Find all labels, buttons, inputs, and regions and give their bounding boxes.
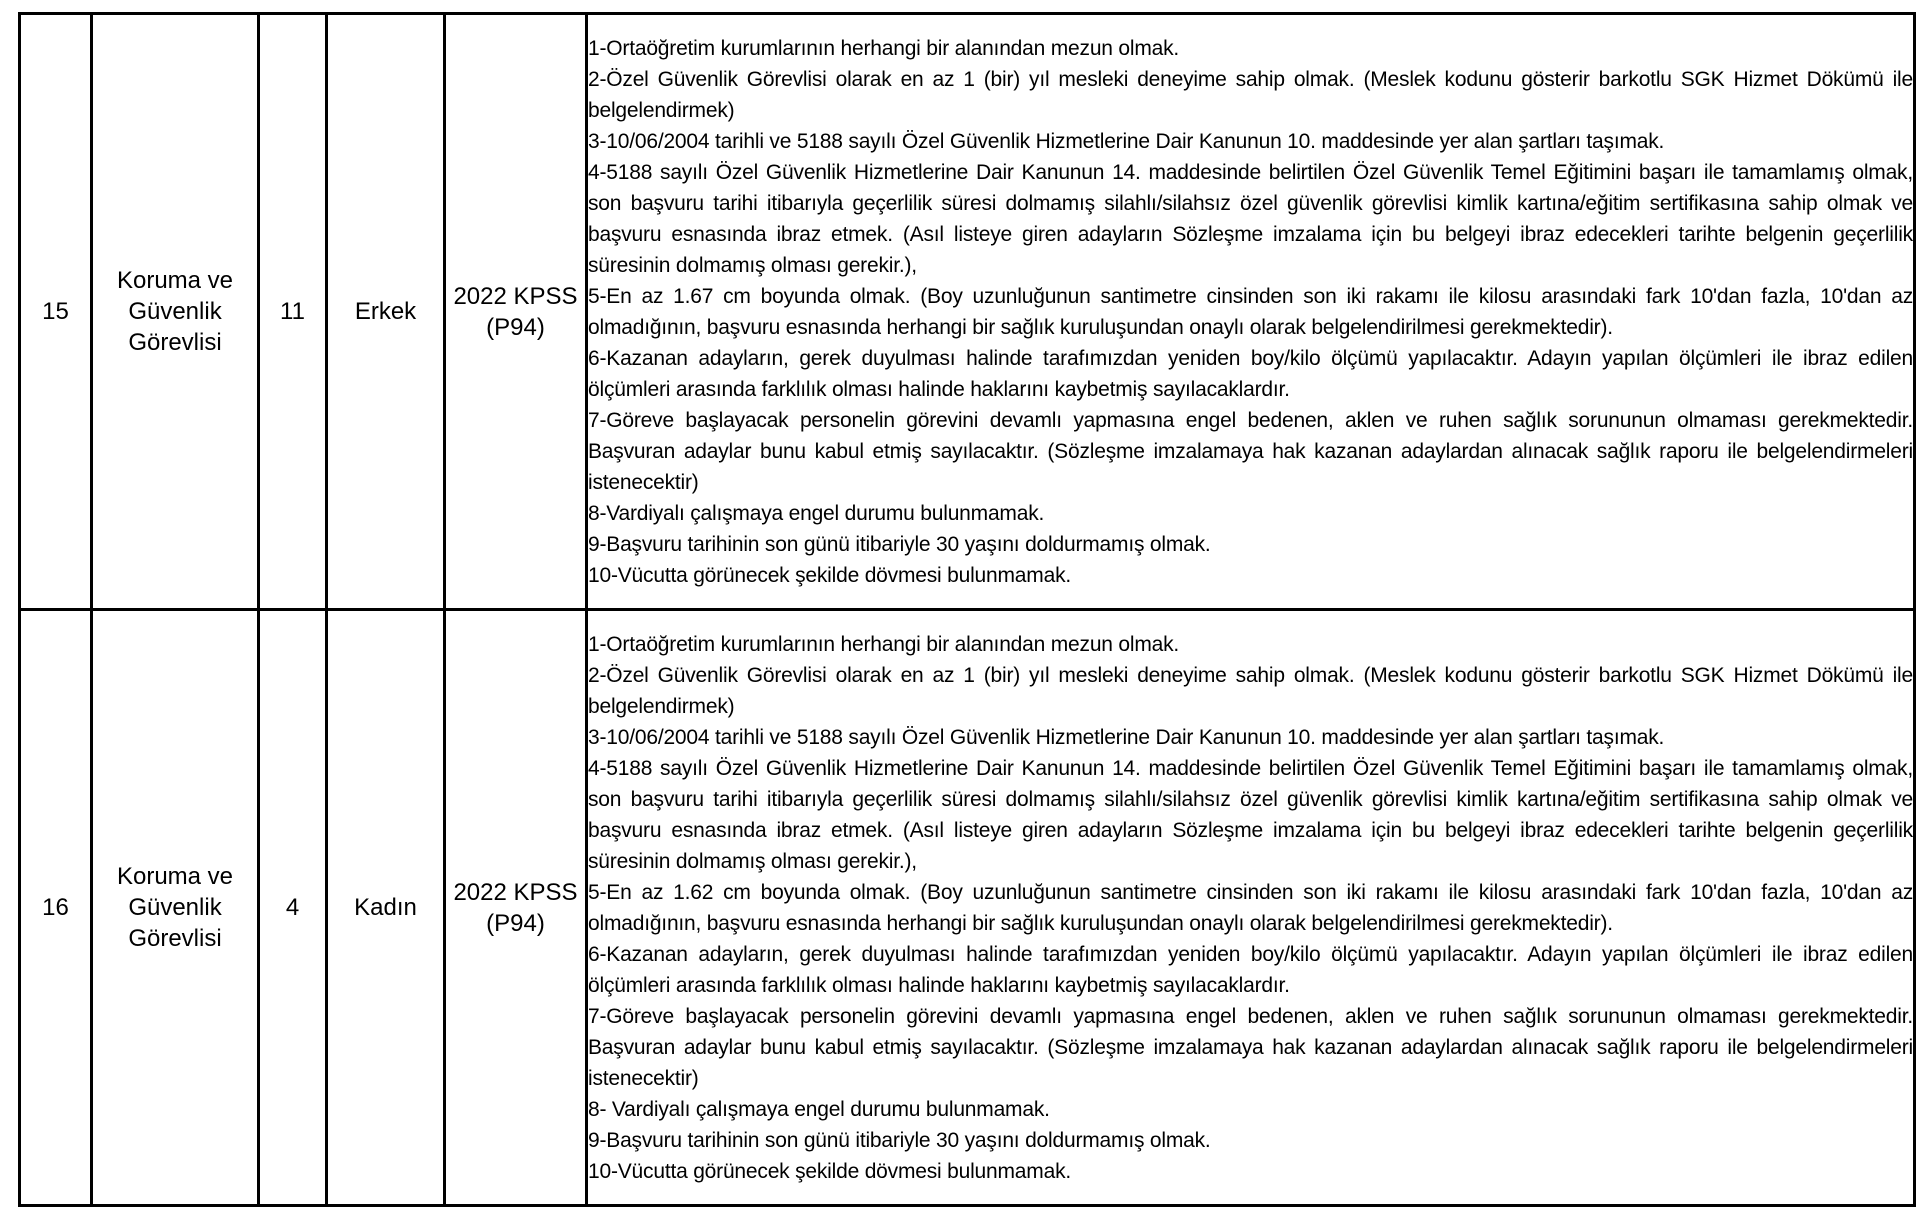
requirement-item: 3-10/06/2004 tarihli ve 5188 sayılı Özel Güvenlik Hizmetlerine Dair Kanunun 10. maddesinde yer alan şartları taşımak.: [588, 725, 1665, 749]
exam-cell: [445, 610, 587, 1206]
gender-value: Erkek: [354, 298, 417, 325]
requirement-item: 4-5188 sayılı Özel Güvenlik Hizmetlerine Dair Kanunun 14. maddesinde belirtilen Özel Güvenlik Temel Eğitimini başarı ile tamamlamış olmak, son başvuru tarihi itibarıyla geçerlilik süresi dolmamış silahlı/silahsız özel güvenlik görevlisi kimlik kartına/eğitim sertifikasına sahip olmak ve başvuru esnasında ibraz etmek. (Asıl listeye giren adayların Sözleşme imzalama için bu belgeyi ibraz edecekleri tarihte belgenin geçerlilik süresinin dolmamış olması gerekir.),: [588, 160, 1913, 277]
requirement-item: 8-Vardiyalı çalışmaya engel durumu bulunmamak.: [588, 501, 1045, 525]
quota-value: 4: [285, 894, 300, 921]
gender-cell: [327, 14, 445, 610]
requirement-item: 1-Ortaöğretim kurumlarının herhangi bir alanından mezun olmak.: [588, 632, 1180, 656]
requirement-item: 9-Başvuru tarihinin son günü itibariyle 30 yaşını doldurmamış olmak.: [588, 1128, 1211, 1152]
requirement-item: 4-5188 sayılı Özel Güvenlik Hizmetlerine Dair Kanunun 14. maddesinde belirtilen Özel Güvenlik Temel Eğitimini başarı ile tamamlamış olmak, son başvuru tarihi itibarıyla geçerlilik süresi dolmamış silahlı/silahsız özel güvenlik görevlisi kimlik kartına/eğitim sertifikasına sahip olmak ve başvuru esnasında ibraz etmek. (Asıl listeye giren adayların Sözleşme imzalama için bu belgeyi ibraz edecekleri tarihte belgenin geçerlilik süresinin dolmamış olması gerekir.),: [588, 756, 1913, 873]
position-title: Koruma ve Güvenlik Görevlisi: [116, 267, 234, 356]
requirements-cell: [587, 610, 1915, 1206]
row-number: 15: [42, 298, 69, 325]
requirement-item: 5-En az 1.62 cm boyunda olmak. (Boy uzunluğunun santimetre cinsinden son iki rakamı ile kilosu arasındaki fark 10'dan fazla, 10'dan az olmadığının, başvuru esnasında herhangi bir sağlık kuruluşundan onaylı olarak belgelendirilmesi gerekmektedir).: [588, 880, 1913, 935]
quota-cell: [259, 610, 327, 1206]
exam-value: 2022 KPSS (P94): [453, 878, 578, 937]
position-title: Koruma ve Güvenlik Görevlisi: [116, 863, 234, 952]
exam-cell: [445, 14, 587, 610]
requirement-item: 10-Vücutta görünecek şekilde dövmesi bulunmamak.: [588, 563, 1071, 587]
requirement-item: 10-Vücutta görünecek şekilde dövmesi bulunmamak.: [588, 1159, 1071, 1183]
gender-cell: [327, 610, 445, 1206]
requirement-item: 9-Başvuru tarihinin son günü itibariyle 30 yaşını doldurmamış olmak.: [588, 532, 1211, 556]
requirement-item: 7-Göreve başlayacak personelin görevini devamlı yapmasına engel bedenen, aklen ve ruhen sağlık sorununun olmaması gerekmektedir. Başvuran adaylar bunu kabul etmiş sayılacaktır. (Sözleşme imzalamaya hak kazanan adaylardan alınacak sağlık raporu ile belgelendirmeleri istenecektir): [588, 408, 1913, 494]
requirements-cell: [587, 14, 1915, 610]
row-number-cell: [20, 610, 92, 1206]
gender-value: Kadın: [354, 894, 417, 921]
quota-cell: [259, 14, 327, 610]
requirement-item: 2-Özel Güvenlik Görevlisi olarak en az 1 (bir) yıl mesleki deneyime sahip olmak. (Meslek kodunu gösterir barkotlu SGK Hizmet Dökümü ile belgelendirmek): [588, 663, 1913, 718]
requirement-item: 1-Ortaöğretim kurumlarının herhangi bir alanından mezun olmak.: [588, 36, 1180, 60]
position-title-cell: [92, 14, 259, 610]
position-title-cell: [92, 610, 259, 1206]
job-postings-table: [18, 12, 1916, 1207]
requirement-item: 6-Kazanan adayların, gerek duyulması halinde tarafımızdan yeniden boy/kilo ölçümü yapılacaktır. Adayın yapılan ölçümleri ile ibraz edilen ölçümleri arasında farklılık olması halinde haklarını kaybetmiş sayılacaklardır.: [588, 346, 1913, 401]
requirement-item: 7-Göreve başlayacak personelin görevini devamlı yapmasına engel bedenen, aklen ve ruhen sağlık sorununun olmaması gerekmektedir. Başvuran adaylar bunu kabul etmiş sayılacaktır. (Sözleşme imzalamaya hak kazanan adaylardan alınacak sağlık raporu ile belgelendirmeleri istenecektir): [588, 1004, 1913, 1090]
requirement-item: 6-Kazanan adayların, gerek duyulması halinde tarafımızdan yeniden boy/kilo ölçümü yapılacaktır. Adayın yapılan ölçümleri ile ibraz edilen ölçümleri arasında farklılık olması halinde haklarını kaybetmiş sayılacaklardır.: [588, 942, 1913, 997]
quota-value: 11: [280, 298, 305, 325]
row-number: 16: [42, 894, 69, 921]
requirement-item: 3-10/06/2004 tarihli ve 5188 sayılı Özel Güvenlik Hizmetlerine Dair Kanunun 10. maddesinde yer alan şartları taşımak.: [588, 129, 1665, 153]
exam-value: 2022 KPSS (P94): [453, 282, 578, 341]
requirement-item: 8- Vardiyalı çalışmaya engel durumu bulunmamak.: [588, 1097, 1050, 1121]
requirement-item: 2-Özel Güvenlik Görevlisi olarak en az 1 (bir) yıl mesleki deneyime sahip olmak. (Meslek kodunu gösterir barkotlu SGK Hizmet Dökümü ile belgelendirmek): [588, 67, 1913, 122]
table-row: [20, 610, 1915, 1206]
table-row: [20, 14, 1915, 610]
requirement-item: 5-En az 1.67 cm boyunda olmak. (Boy uzunluğunun santimetre cinsinden son iki rakamı ile kilosu arasındaki fark 10'dan fazla, 10'dan az olmadığının, başvuru esnasında herhangi bir sağlık kuruluşundan onaylı olarak belgelendirilmesi gerekmektedir).: [588, 284, 1913, 339]
row-number-cell: [20, 14, 92, 610]
